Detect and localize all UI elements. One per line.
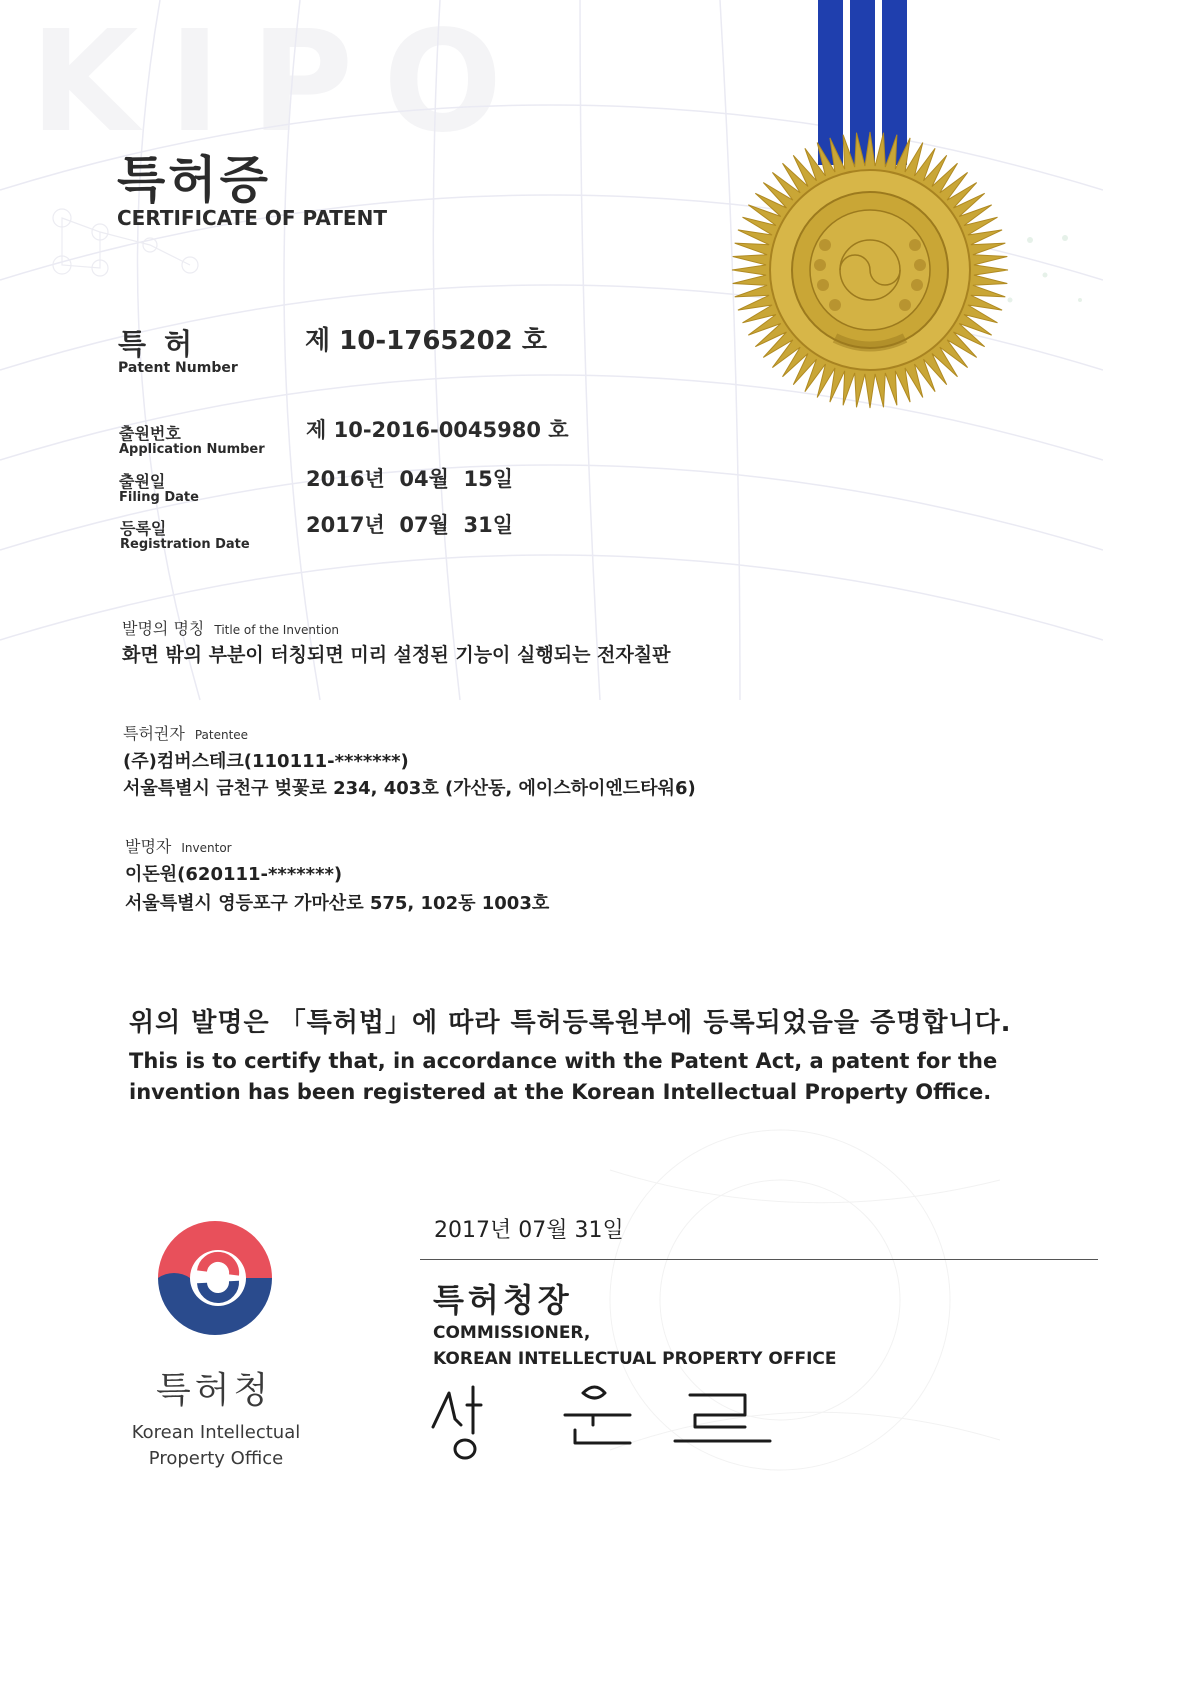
registration-date-label-ko: 등록일	[120, 519, 167, 538]
inventor-section-heading	[125, 834, 232, 857]
certification-statement-ko: 위의 발명은 「특허법」에 따라 특허등록원부에 등록되었음을 증명합니다.	[129, 1008, 1012, 1038]
gold-seal	[725, 0, 1015, 410]
kipo-name-ko: 특허청	[156, 1370, 273, 1411]
application-label-en: Application Number	[119, 442, 265, 457]
kipo-taeguk-logo	[150, 1213, 280, 1343]
patentee-label-en: Patentee	[194, 728, 249, 742]
inventor-label-en: Inventor	[181, 841, 232, 855]
invention-title: 화면 밖의 부분이 터칭되면 미리 설정된 기능이 실행되는 전자칠판	[122, 644, 671, 666]
patent-label-ko: 특 허	[118, 327, 197, 361]
filing-date-label-ko: 출원일	[119, 472, 166, 491]
registration-date-label-en: Registration Date	[120, 537, 250, 552]
patent-label-en: Patent Number	[118, 360, 238, 376]
invention-section-heading	[122, 616, 339, 639]
certification-statement-en: This is to certify that, in accordance with the Patent Act, a patent for the invention has been registered at the Korean Intellectual Property Office.	[129, 1049, 998, 1104]
kipo-name-en-line2: Property Office	[148, 1448, 284, 1469]
inventor-name: 이돈원(620111-*******)	[125, 864, 343, 885]
application-number: 제 10-2016-0045980 호	[306, 418, 569, 442]
patentee-label-ko: 특허권자	[123, 724, 185, 743]
commissioner-title-ko: 특허청장	[433, 1281, 573, 1319]
certificate-title-en: CERTIFICATE OF PATENT	[117, 206, 387, 230]
invention-label-en: Title of the Invention	[214, 623, 340, 637]
commissioner-title-en	[433, 1320, 836, 1372]
filing-date: 2016년 04월 15일	[306, 467, 513, 491]
commissioner-title-en-line2: KOREAN INTELLECTUAL PROPERTY OFFICE	[433, 1349, 837, 1369]
signature-divider	[420, 1259, 1098, 1260]
patentee-name: (주)컴버스테크(110111-*******)	[123, 751, 409, 772]
kipo-name-en	[118, 1420, 314, 1472]
registration-date: 2017년 07월 31일	[306, 513, 513, 537]
issue-date: 2017년 07월 31일	[434, 1218, 624, 1243]
invention-label-ko: 발명의 명칭	[122, 619, 205, 638]
certificate-title-ko: 특허증	[117, 151, 271, 209]
commissioner-signature	[425, 1375, 795, 1470]
filing-date-label-en: Filing Date	[119, 490, 199, 505]
patentee-address: 서울특별시 금천구 벚꽃로 234, 403호 (가산동, 에이스하이엔드타워6)	[123, 778, 696, 799]
patent-number: 제 10-1765202 호	[305, 326, 547, 356]
patentee-section-heading	[123, 721, 248, 744]
inventor-label-ko: 발명자	[125, 837, 172, 856]
application-label-ko: 출원번호	[119, 424, 181, 443]
inventor-address: 서울특별시 영등포구 가마산로 575, 102동 1003호	[125, 893, 550, 914]
commissioner-title-en-line1: COMMISSIONER,	[433, 1323, 591, 1343]
kipo-watermark: KIPO	[30, 1, 533, 164]
kipo-name-en-line1: Korean Intellectual	[131, 1422, 301, 1443]
